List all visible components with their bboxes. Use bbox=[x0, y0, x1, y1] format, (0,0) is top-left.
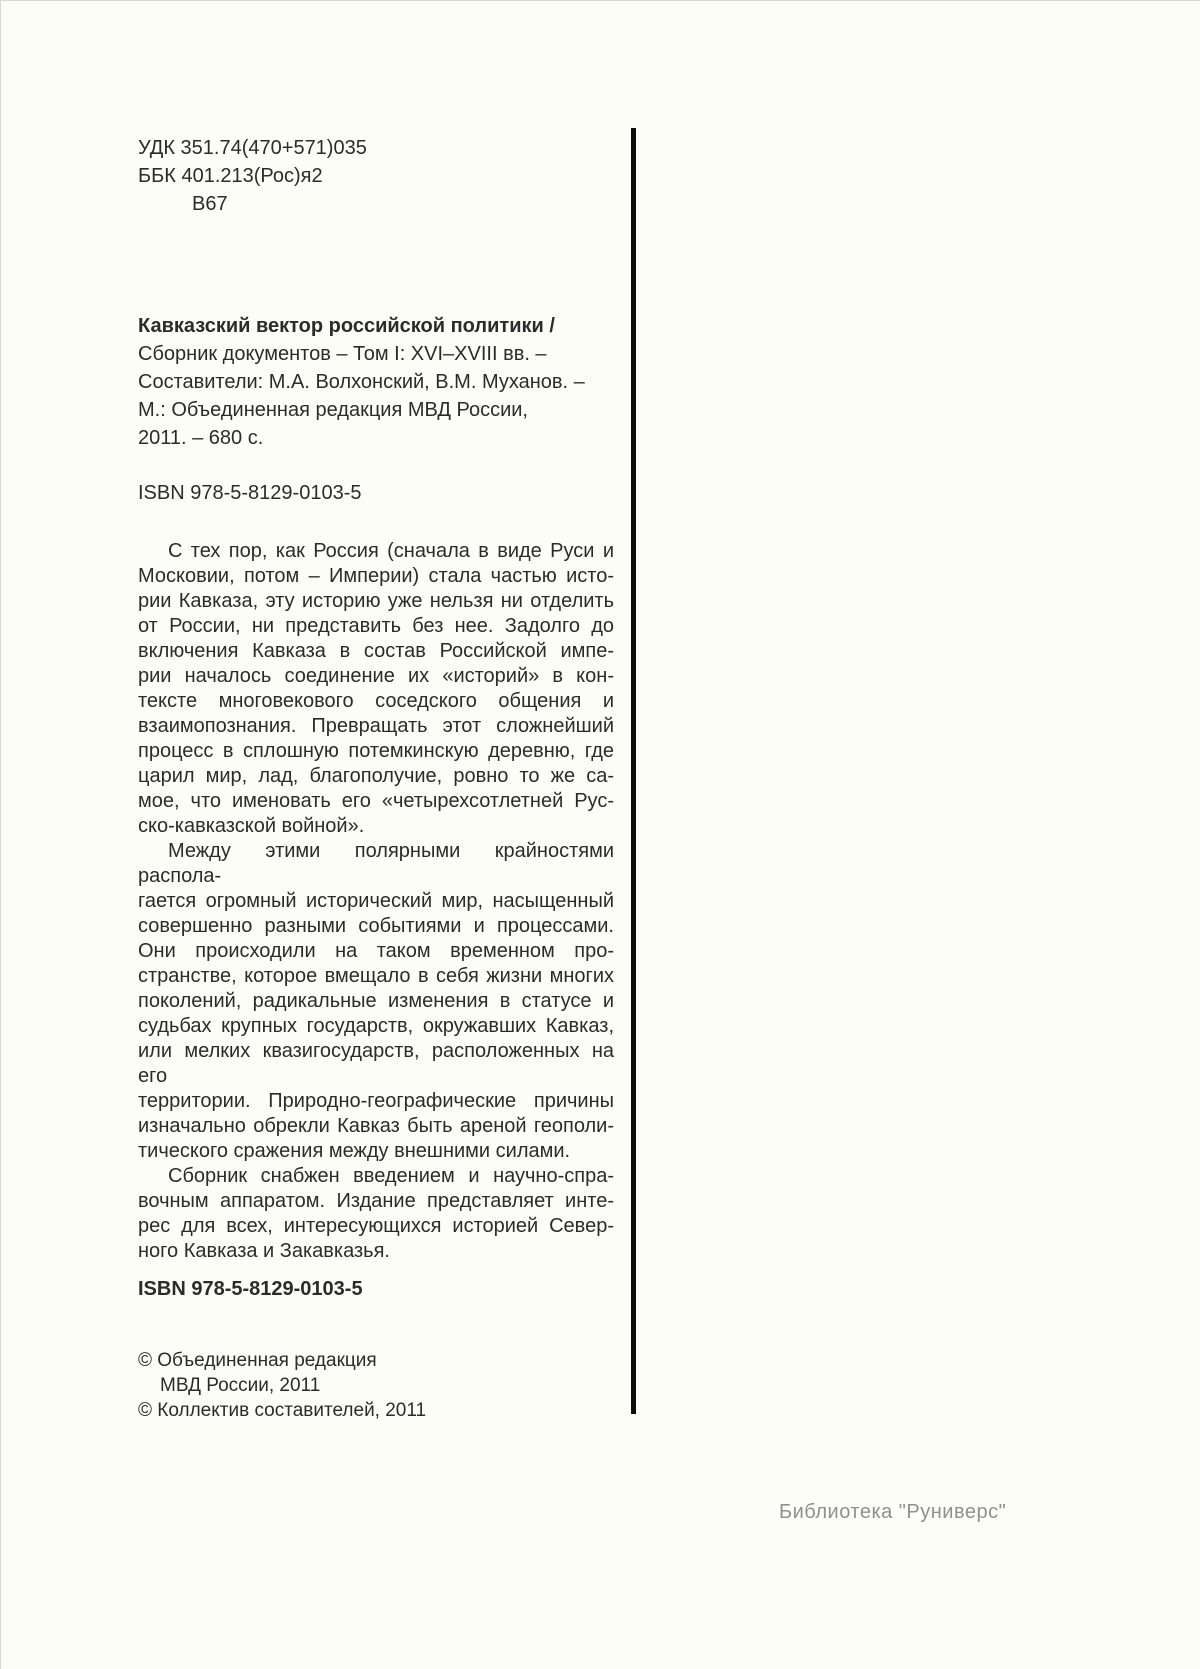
text-line: Московии, потом – Империи) стала частью исто- bbox=[138, 565, 614, 587]
isbn-top: ISBN 978-5-8129-0103-5 bbox=[138, 482, 362, 504]
text-line: МВД России, 2011 bbox=[160, 1375, 321, 1396]
text-line: ного Кавказа и Закавказья. bbox=[138, 1240, 390, 1262]
text-line: взаимопознания. Превращать этот сложнейший bbox=[138, 715, 614, 737]
isbn-bottom: ISBN 978-5-8129-0103-5 bbox=[138, 1278, 363, 1300]
text-column bbox=[138, 134, 614, 1264]
text-line: М.: Объединенная редакция МВД России, bbox=[138, 399, 528, 421]
text-line: тического сражения между внешними силами. bbox=[138, 1140, 571, 1162]
book-title: Кавказский вектор российской политики / bbox=[138, 315, 555, 337]
bbk-line: ББК 401.213(Рос)я2 bbox=[138, 165, 323, 187]
classification-block bbox=[138, 134, 614, 218]
text-line: процесс в сплошную потемкинскую деревню, где bbox=[138, 740, 614, 762]
text-line: территории. Природно-географические причины bbox=[138, 1090, 614, 1112]
text-line: поколений, радикальные изменения в статусе и bbox=[138, 990, 614, 1012]
text-line: рии началось соединение их «историй» в кон- bbox=[138, 665, 614, 687]
text-line: рии Кавказа, эту историю уже нельзя ни отделить bbox=[138, 590, 614, 612]
text-line: включения Кавказа в состав Российской импе- bbox=[138, 640, 614, 662]
text-line: или мелких квазигосударств, расположенных на его bbox=[138, 1040, 614, 1087]
copyright-block bbox=[138, 1348, 426, 1423]
udk-line: УДК 351.74(470+571)035 bbox=[138, 137, 367, 159]
annotation-paragraph bbox=[138, 539, 614, 839]
text-line: царил мир, лад, благополучие, ровно то же са- bbox=[138, 765, 614, 787]
text-line: Между этими полярными крайностями распола- bbox=[138, 840, 614, 887]
text-line: рес для всех, интересующихся историей Север- bbox=[138, 1215, 614, 1237]
library-watermark: Библиотека "Руниверс" bbox=[779, 1501, 1007, 1523]
text-line: тексте многовекового соседского общения и bbox=[138, 690, 614, 712]
annotation-paragraph bbox=[138, 1164, 614, 1264]
text-line: 2011. – 680 с. bbox=[138, 427, 264, 449]
text-line: © Объединенная редакция bbox=[138, 1350, 377, 1371]
text-line: странстве, которое вмещало в себя жизни многих bbox=[138, 965, 614, 987]
text-line: Сборник документов – Том I: XVI–XVIII вв. – bbox=[138, 343, 547, 365]
text-line: совершенно разными событиями и процессами. bbox=[138, 915, 614, 937]
page-divider-rule bbox=[631, 128, 636, 1414]
annotation-paragraph bbox=[138, 839, 614, 1164]
imprint-lines bbox=[138, 340, 614, 452]
text-line: Составители: М.А. Волхонский, В.М. Муханов. – bbox=[138, 371, 585, 393]
text-line: © Коллектив составителей, 2011 bbox=[138, 1400, 427, 1421]
text-line: судьбах крупных государств, окружавших Кавказ, bbox=[138, 1015, 614, 1037]
text-line: Сборник снабжен введением и научно-спра- bbox=[168, 1165, 614, 1187]
author-sign: В67 bbox=[192, 193, 228, 215]
text-line: от России, ни представить без нее. Задолго до bbox=[138, 615, 614, 637]
text-line: мое, что именовать его «четырехсотлетней Рус- bbox=[138, 790, 614, 812]
text-line: гается огромный исторический мир, насыщенный bbox=[138, 890, 614, 912]
text-line: С тех пор, как Россия (сначала в виде Руси и bbox=[168, 540, 614, 562]
text-line: вочным аппаратом. Издание представляет инте- bbox=[138, 1190, 614, 1212]
text-line: изначально обрекли Кавказ быть ареной геополи- bbox=[138, 1115, 614, 1137]
text-line: Они происходили на таком временном про- bbox=[138, 940, 614, 962]
annotation-block bbox=[138, 539, 614, 1264]
text-line: ско-кавказской войной». bbox=[138, 815, 365, 837]
imprint-block bbox=[138, 312, 614, 452]
